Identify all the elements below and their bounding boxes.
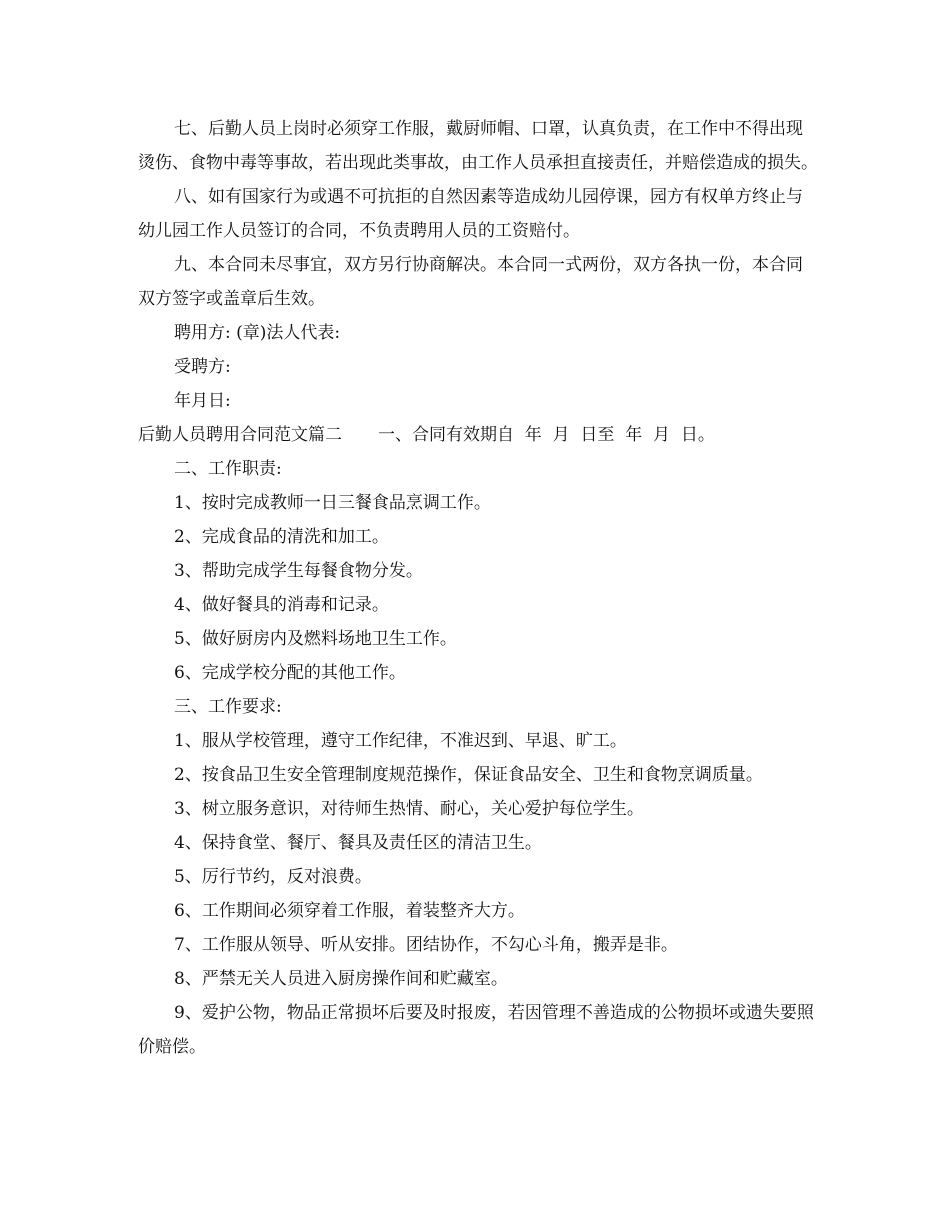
requirement-item: 4、保持食堂、餐厅、餐具及责任区的清洁卫生。 (174, 833, 542, 853)
requirement-item: 8、严禁无关人员进入厨房操作间和贮藏室。 (174, 969, 508, 989)
requirement-item: 5、厉行节约，反对浪费。 (174, 867, 372, 887)
clause-7: 七、后勤人员上岗时必须穿工作服，戴厨师帽、口罩，认真负责，在工作中不得出现烫伤、食物中毒等事故，若出现此类事故，由工作人员承担直接责任，并赔偿造成的损失。 (138, 119, 818, 173)
date-line: 年月日: (174, 391, 231, 411)
employee-signature-line: 受聘方: (174, 357, 231, 377)
clause-8: 八、如有国家行为或遇不可抗拒的自然因素等造成幼儿园停课，园方有权单方终止与幼儿园工作人员签订的合同，不负责聘用人员的工资赔付。 (138, 187, 803, 241)
requirement-item: 2、按食品卫生安全管理制度规范操作，保证食品安全、卫生和食物烹调质量。 (174, 765, 763, 785)
duty-item: 4、做好餐具的消毒和记录。 (174, 595, 389, 615)
section-2-title: 后勤人员聘用合同范文篇二 (138, 425, 342, 445)
section-2-title-line (138, 418, 818, 452)
duty-item: 5、做好厨房内及燃料场地卫生工作。 (174, 629, 457, 649)
employer-signature-line: 聘用方: (章)法人代表: (174, 323, 341, 343)
duty-item: 1、按时完成教师一日三餐食品烹调工作。 (174, 493, 491, 513)
requirement-item: 1、服从学校管理，遵守工作纪律，不准迟到、早退、旷工。 (174, 731, 627, 751)
requirement-item: 3、树立服务意识，对待师生热情、耐心，关心爱护每位学生。 (174, 799, 644, 819)
duties-heading: 二、工作职责: (174, 459, 282, 479)
duty-item: 3、帮助完成学生每餐食物分发。 (174, 561, 423, 581)
requirement-item: 6、工作期间必须穿着工作服，着装整齐大方。 (174, 901, 525, 921)
duty-item: 2、完成食品的清洗和加工。 (174, 527, 389, 547)
requirements-heading: 三、工作要求: (174, 697, 282, 717)
contract-term-clause: 一、合同有效期自 年 月 日至 年 月 日。 (378, 425, 715, 445)
duty-item: 6、完成学校分配的其他工作。 (174, 663, 406, 683)
requirement-item: 9、爱护公物，物品正常损坏后要及时报废，若因管理不善造成的公物损坏或遗失要照价赔偿。 (138, 1003, 814, 1057)
document-body (138, 112, 818, 1064)
requirement-item: 7、工作服从领导、听从安排。团结协作，不勾心斗角，搬弄是非。 (174, 935, 678, 955)
clause-9: 九、本合同未尽事宜，双方另行协商解决。本合同一式两份，双方各执一份，本合同双方签字或盖章后生效。 (138, 255, 803, 309)
